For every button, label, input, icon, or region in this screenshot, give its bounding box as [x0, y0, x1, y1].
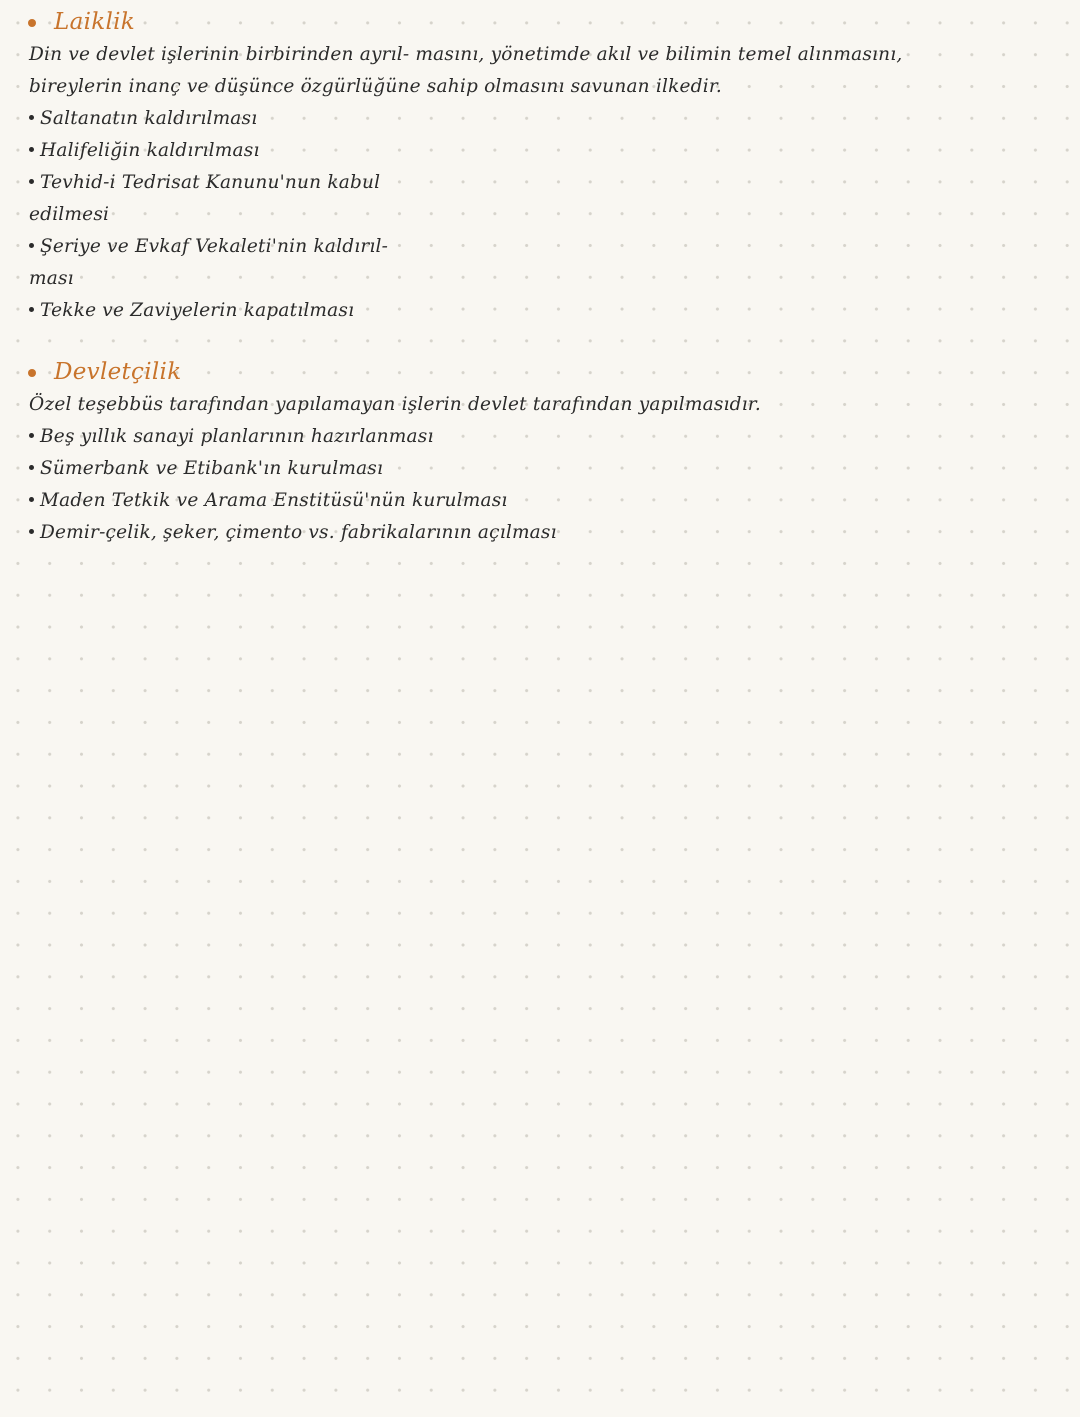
bullet-icon — [29, 433, 34, 438]
bullet-icon — [29, 147, 34, 152]
list-item — [29, 171, 380, 195]
section-heading — [28, 6, 135, 38]
list-item-text: Tekke ve Zaviyelerin kapatılması — [40, 300, 355, 321]
list-item-continuation: edilmesi — [29, 204, 110, 225]
description-line: Din ve devlet işlerinin birbirinden ayrıl- masını, yönetimde akıl ve bilimin temel alınmasını, — [29, 44, 903, 65]
list-item-text: Demir-çelik, şeker, çimento vs. fabrikalarının açılması — [40, 522, 557, 543]
list-item-text: Beş yıllık sanayi planlarının hazırlanması — [40, 426, 434, 447]
list-item-text: Tevhid-i Tedrisat Kanunu'nun kabul — [40, 172, 381, 193]
bullet-icon — [29, 243, 34, 248]
list-item — [29, 489, 508, 513]
section-title: Devletçilik — [54, 359, 182, 385]
list-item-text: Sümerbank ve Etibank'ın kurulması — [40, 458, 384, 479]
list-item — [29, 107, 257, 131]
bullet-icon — [29, 179, 34, 184]
list-item — [29, 425, 434, 449]
list-item-text: Şeriye ve Evkaf Vekaleti'nin kaldırıl- — [40, 236, 389, 257]
description-line: Özel teşebbüs tarafından yapılamayan işlerin devlet tarafından yapılmasıdır. — [29, 394, 761, 415]
bullet-icon — [29, 465, 34, 470]
list-item-continuation: ması — [29, 268, 74, 289]
heading-bullet-icon — [28, 369, 36, 377]
list-item-text: Maden Tetkik ve Arama Enstitüsü'nün kurulması — [40, 490, 508, 511]
bullet-icon — [29, 497, 34, 502]
section-heading — [28, 356, 181, 388]
bullet-icon — [29, 529, 34, 534]
heading-bullet-icon — [28, 19, 36, 27]
description-line: bireylerin inanç ve düşünce özgürlüğüne sahip olmasını savunan ilkedir. — [29, 76, 722, 97]
list-item-text: Halifeliğin kaldırılması — [40, 140, 260, 161]
list-item — [29, 457, 383, 481]
list-item — [29, 139, 260, 163]
list-item — [29, 299, 354, 323]
list-item-text: Saltanatın kaldırılması — [40, 108, 258, 129]
bullet-icon — [29, 307, 34, 312]
list-item — [29, 521, 557, 545]
bullet-icon — [29, 115, 34, 120]
section-title: Laiklik — [54, 9, 136, 35]
list-item — [29, 235, 388, 259]
